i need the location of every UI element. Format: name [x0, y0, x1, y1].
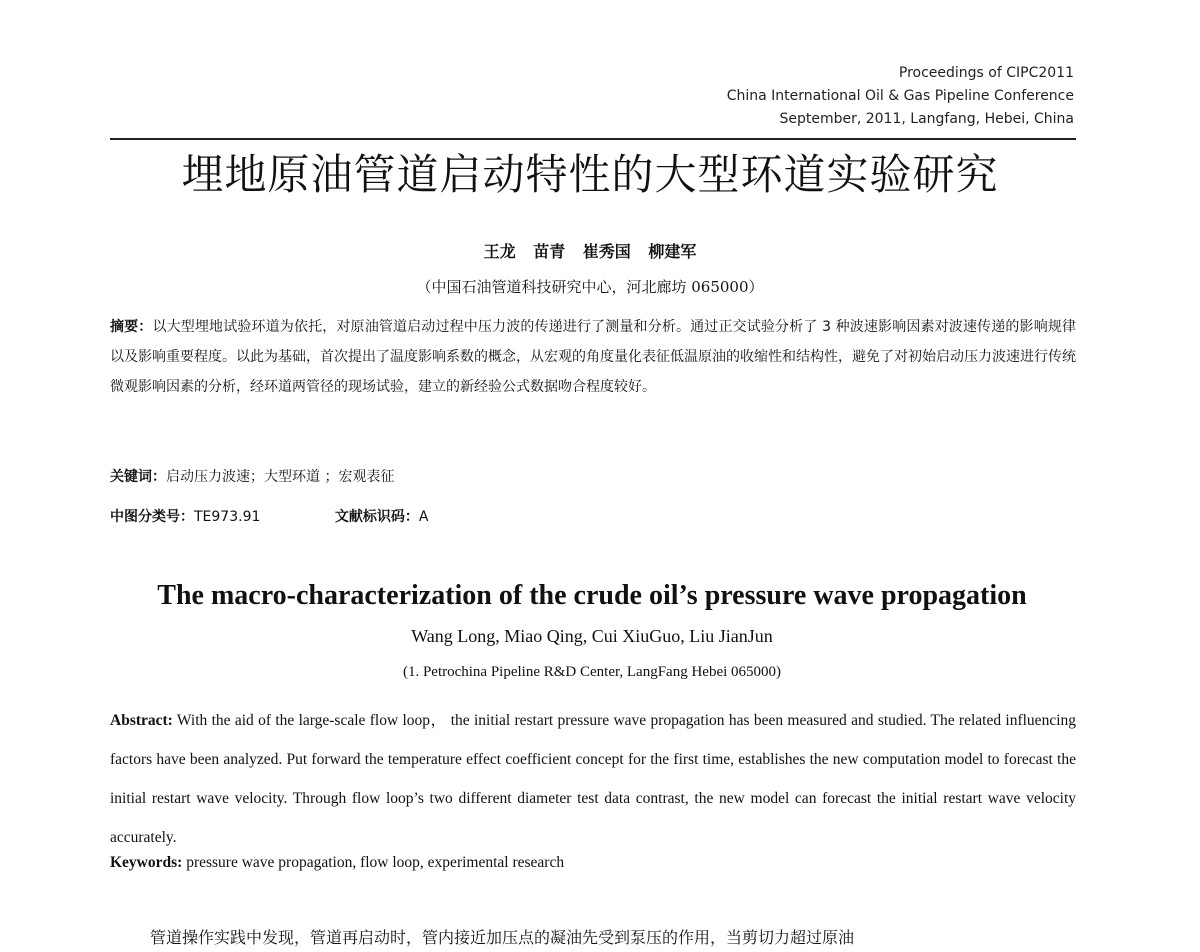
proceedings-line: Proceedings of CIPC2011	[898, 65, 1074, 81]
conference-line: China International Oil & Gas Pipeline Conference	[726, 88, 1074, 104]
english-abstract-text: With the aid of the large-scale flow loop， the initial restart pressure wave propagation has been measured and studied. The related influencing factors have been analyzed. Put forward the temperature effect coefficient concept for the first time, establishes the new computation model to forecast the initial restart wave velocity. Through flow loop’s two different diameter test data contrast, the new model can forecast the initial restart wave velocity accurately.	[110, 712, 1076, 846]
chinese-keywords-label: 关键词：	[110, 469, 166, 485]
document-code-value: A	[418, 509, 429, 525]
chinese-abstract-label: 摘要：	[110, 319, 153, 335]
classification-label: 中图分类号：	[110, 509, 194, 525]
english-authors: Wang Long, Miao Qing, Cui XiuGuo, Liu JianJun	[411, 626, 773, 646]
english-affiliation: (1. Petrochina Pipeline R&D Center, LangFang Hebei 065000)	[402, 664, 782, 680]
english-title: The macro-characterization of the crude oil’s pressure wave propagation	[157, 580, 1027, 611]
classification-value: TE973.91	[194, 509, 261, 525]
chinese-keywords-text: 启动压力波速；大型环道 ；宏观表征	[166, 469, 395, 485]
classification-row	[110, 506, 428, 526]
chinese-abstract	[110, 312, 1076, 402]
chinese-keywords	[110, 466, 394, 486]
english-abstract	[110, 701, 1076, 857]
chinese-title: 埋地原油管道启动特性的大型环道实验研究	[181, 150, 999, 199]
english-keywords-label: Keywords:	[110, 854, 183, 871]
document-code-label: 文献标识码：	[334, 509, 419, 525]
header-rule	[110, 138, 1076, 140]
date-location-line: September, 2011, Langfang, Hebei, China	[779, 111, 1074, 127]
proceedings-header	[727, 62, 1074, 131]
english-keywords-text: pressure wave propagation, flow loop, experimental research	[182, 854, 565, 871]
english-abstract-label: Abstract:	[110, 712, 173, 729]
body-first-line: 管道操作实践中发现，管道再启动时，管内接近加压点的凝油先受到泵压的作用，当剪切力超过原油	[150, 928, 855, 947]
english-keywords	[110, 854, 564, 872]
chinese-authors: 王龙 苗青 崔秀国 柳建军	[483, 242, 697, 261]
chinese-abstract-text: 以大型埋地试验环道为依托，对原油管道启动过程中压力波的传递进行了测量和分析。通过正交试验分析了 3 种波速影响因素对波速传递的影响规律以及影响重要程度。以此为基础，首次提出了温度影响系数的概念，从宏观的角度量化表征低温原油的收缩性和结构性，避免了对初始启动压力波速进行传统微观影响因素的分析，经环道两管径的现场试验，建立的新经验公式数据吻合程度较好。	[110, 319, 1076, 395]
chinese-affiliation: （中国石油管道科技研究中心，河北廊坊 065000）	[416, 278, 764, 296]
